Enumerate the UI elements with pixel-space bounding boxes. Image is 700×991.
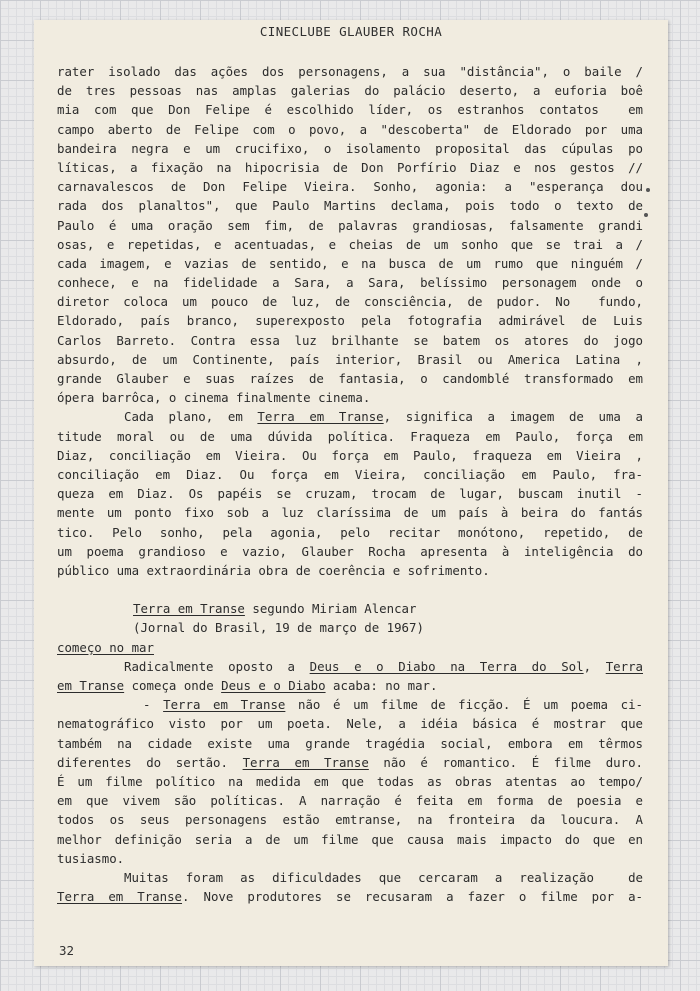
text-line	[57, 331, 643, 350]
text-segment: Paulo é uma oração sem fim, de palavras grandiosas, falsamente grandi	[57, 217, 643, 233]
text-line	[57, 158, 643, 177]
text-line	[57, 849, 643, 868]
text-line	[57, 714, 643, 733]
text-segment: (Jornal do Brasil, 19 de março de 1967)	[133, 620, 424, 636]
text-line	[57, 618, 643, 637]
blank-line	[57, 580, 643, 599]
text-segment: um poema grandioso e vazio, Glauber Rocha apresenta à inteligência do	[57, 543, 643, 559]
text-line	[57, 599, 643, 618]
text-line	[57, 753, 643, 772]
text-segment: , significa a imagem de uma a	[383, 409, 643, 425]
text-segment: melhor definição seria a de um filme que causa mais impacto do que en	[57, 831, 643, 847]
underlined-title: Deus e o Diabo na Terra do Sol	[309, 658, 584, 674]
text-segment: carnavalescos de Don Felipe Vieira. Sonho, agonia: a "esperança dou	[57, 179, 643, 195]
text-line	[57, 523, 643, 542]
underlined-title: Deus e o Diabo	[221, 678, 326, 693]
document-body	[57, 62, 643, 906]
underlined-title: Terra	[605, 658, 643, 674]
text-segment: cada imagem, e vazias de sentido, e na busca de um rumo que ninguém /	[57, 255, 643, 271]
text-line	[57, 120, 643, 139]
text-segment: . Nove produtores se recusaram a fazer o filme por a-	[182, 889, 643, 905]
text-segment: titude moral ou de uma dúvida política. Fraqueza em Paulo, força em	[57, 428, 643, 444]
text-line	[57, 676, 643, 695]
text-line	[57, 734, 643, 753]
text-line	[57, 292, 643, 311]
text-segment: conciliação em Diaz. Ou força em Vieira, conciliação em Paulo, fra-	[57, 466, 643, 482]
text-segment: conhece, e na fidelidade a Sara, a Sara, belíssimo personagem onde o	[57, 275, 643, 291]
underlined-title: Terra em Transe	[257, 409, 384, 425]
text-line	[57, 772, 643, 791]
text-line	[57, 484, 643, 503]
text-segment: líticas, a fixação na hipocrisia de Don Porfírio Diaz e nos gestos //	[57, 159, 643, 175]
text-line	[57, 216, 643, 235]
text-line	[57, 791, 643, 810]
text-line	[57, 830, 643, 849]
text-segment: mente um ponto fixo sob a luz claríssima de um país à beira do fantás	[57, 505, 643, 521]
text-line	[57, 235, 643, 254]
text-segment: diretor coloca um pouco de luz, de consciência, de pudor. No fundo,	[57, 294, 643, 310]
text-segment: público uma extraordinária obra de coerência e sofrimento.	[57, 562, 490, 578]
text-segment: segundo Miriam Alencar	[244, 601, 417, 617]
typed-page	[34, 20, 668, 966]
text-segment: não é romantico. É filme duro.	[368, 754, 643, 770]
underlined-title: Terra em Transe	[57, 889, 183, 905]
text-line	[57, 388, 643, 407]
text-line	[57, 369, 643, 388]
text-line	[57, 446, 643, 465]
text-line	[57, 177, 643, 196]
text-line	[57, 254, 643, 273]
text-segment: rada dos planaltos", que Paulo Martins declama, pois todo o texto de	[57, 198, 643, 214]
text-segment: tusiasmo.	[57, 850, 125, 866]
underlined-title: começo no mar	[57, 639, 154, 655]
text-segment: mia com que Don Felipe é escolhido líder, os estranhos contatos em	[57, 102, 643, 118]
underlined-title: Terra em Transe	[133, 601, 245, 617]
text-line	[57, 62, 643, 81]
text-line	[57, 427, 643, 446]
text-segment: não é um filme de ficção. É um poema ci-	[285, 697, 643, 713]
text-segment: grande Glauber e suas raízes de fantasia, o candomblé transformado em	[57, 371, 643, 386]
text-segment: todos os seus personagens estão emtranse, na fronteira da loucura. A	[57, 812, 643, 828]
text-line	[57, 657, 643, 676]
text-segment: tico. Pelo sonho, pela agonia, pelo recitar monótono, repetido, de	[57, 524, 643, 540]
text-line	[57, 273, 643, 292]
page-header: CINECLUBE GLAUBER ROCHA	[259, 24, 443, 39]
text-segment: ópera barrôca, o cinema finalmente cinema.	[57, 390, 371, 406]
text-segment: Muitas foram as dificuldades que cercaram a realização de	[124, 869, 643, 885]
text-segment: de tres pessoas nas amplas galerias do palácio deserto, a euforia boê	[57, 83, 643, 99]
text-line	[57, 81, 643, 100]
text-segment: acaba: no mar.	[325, 678, 438, 693]
text-segment: Eldorado, país branco, superexposto pela fotografia admirável de Luis	[57, 313, 643, 329]
text-line	[57, 561, 643, 580]
text-line	[57, 407, 643, 426]
text-segment: Cada plano, em	[124, 409, 258, 425]
text-line	[57, 465, 643, 484]
text-line	[57, 311, 643, 330]
text-segment: começa onde	[124, 678, 222, 693]
text-segment: osas, e repetidas, e acentuadas, e cheias de um sonho que se trai a /	[57, 236, 643, 252]
text-segment: ,	[583, 658, 606, 674]
text-line	[57, 139, 643, 158]
underlined-title: Terra em Transe	[242, 754, 369, 770]
margin-dot	[644, 213, 648, 217]
text-segment: nematográfico visto por um poeta. Nele, a idéia básica é mostrar que	[57, 716, 643, 732]
text-line	[57, 100, 643, 119]
text-line	[57, 810, 643, 829]
underlined-title: em Transe	[57, 678, 125, 693]
margin-dot	[646, 188, 650, 192]
text-line	[57, 887, 643, 906]
text-segment: bandeira negra e um crucifixo, o isolamento proposital das cúpulas po	[57, 140, 643, 156]
text-segment: É um filme político na medida em que todas as obras atentas ao tempo/	[57, 773, 643, 789]
text-segment: campo aberto de Felipe com o povo, a "descoberta" de Eldorado por uma	[57, 121, 643, 137]
text-line	[57, 542, 643, 561]
text-segment: em que vivem são políticas. A narração é feita em forma de poesia e	[57, 793, 643, 809]
text-line	[57, 695, 643, 714]
text-segment: -	[143, 697, 164, 713]
text-segment: rater isolado das ações dos personagens, a sua "distância", o baile /	[57, 64, 643, 79]
text-segment: absurdo, de um Continente, país interior, Brasil ou America Latina ,	[57, 351, 643, 367]
text-line	[57, 503, 643, 522]
text-line	[57, 196, 643, 215]
text-segment: diferentes do sertão.	[57, 754, 243, 770]
text-line	[57, 350, 643, 369]
page-number: 32	[59, 943, 75, 958]
underlined-title: Terra em Transe	[163, 697, 286, 713]
text-segment: Radicalmente oposto a	[124, 658, 310, 674]
text-segment: também na cidade existe uma grande tragédia social, embora em têrmos	[57, 735, 643, 751]
text-segment: queza em Diaz. Os papéis se cruzam, trocam de lugar, buscam inutil -	[57, 486, 643, 502]
text-line	[57, 638, 643, 657]
text-segment: Diaz, conciliação em Vieira. Ou força em Paulo, fraqueza em Vieira ,	[57, 447, 643, 463]
text-segment: Carlos Barreto. Contra essa luz brilhante se batem os atores do jogo	[57, 332, 643, 348]
text-line	[57, 868, 643, 887]
